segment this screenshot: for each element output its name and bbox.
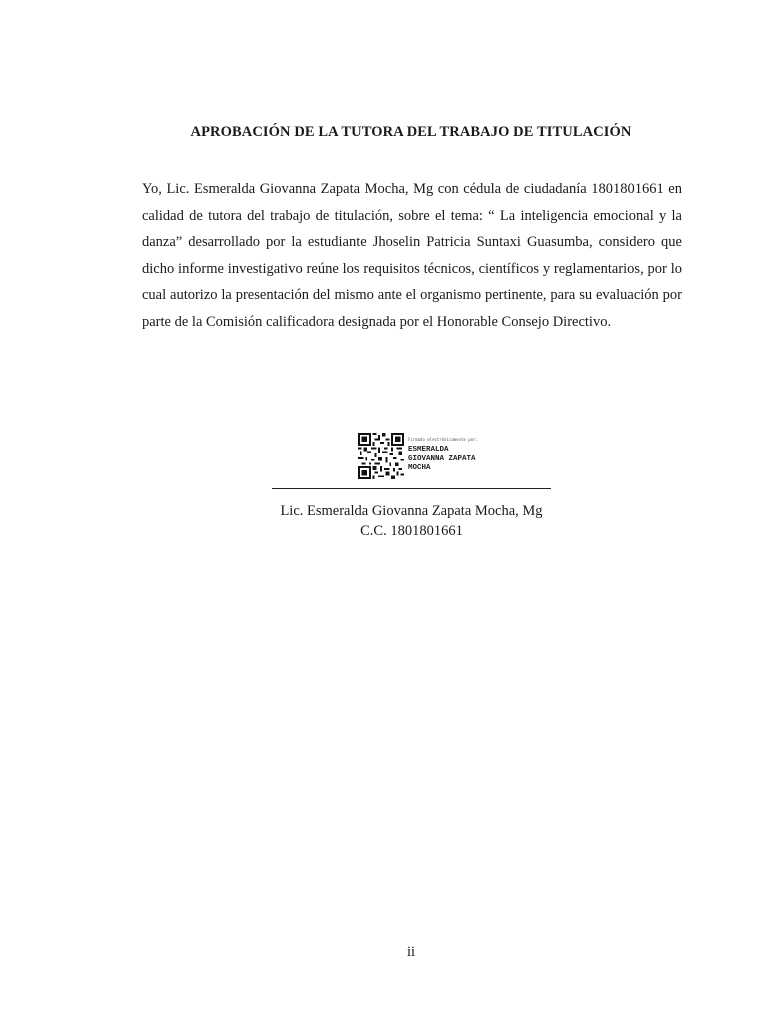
page-number: ii: [406, 944, 416, 960]
qr-code-icon: [358, 433, 404, 479]
electronic-signature: [358, 433, 518, 483]
signer-id: C.C. 1801801661: [360, 523, 463, 539]
signature-name-line: ESMERALDA: [408, 446, 449, 454]
signature-name: [408, 446, 476, 473]
signature-name-line: MOCHA: [408, 464, 431, 472]
signature-caption: Firmado electrónicamente por:: [408, 437, 478, 442]
signature-line: [272, 488, 551, 489]
signer-block: [272, 501, 551, 541]
signer-name: Lic. Esmeralda Giovanna Zapata Mocha, Mg: [280, 503, 543, 519]
signature-name-line: GIOVANNA ZAPATA: [408, 455, 476, 463]
document-title: APROBACIÓN DE LA TUTORA DEL TRABAJO DE TITULACIÓN: [190, 124, 632, 140]
approval-paragraph: Yo, Lic. Esmeralda Giovanna Zapata Mocha, Mg con cédula de ciudadanía 1801801661 en calidad de tutora del trabajo de titulación, sobre el tema: “ La inteligencia emocional y la danza” desarrollado por la estudiante Jhoselin Patricia Suntaxi Guasumba, considero que dicho informe investigativo reúne los requisitos técnicos, científicos y reglamentarios, por lo cual autorizo la presentación del mismo ante el organismo pertinente, para su evaluación por parte de la Comisión calificadora designada por el Honorable Consejo Directivo.: [142, 181, 682, 330]
